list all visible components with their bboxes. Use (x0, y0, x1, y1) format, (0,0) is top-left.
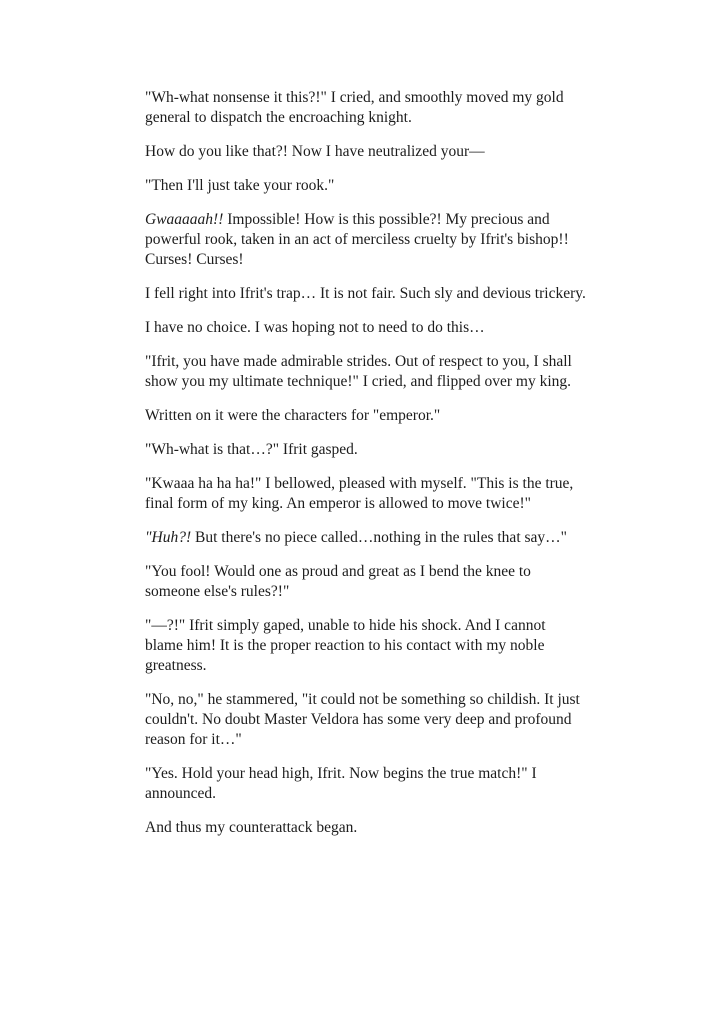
paragraph (145, 440, 587, 460)
paragraph (145, 764, 587, 804)
paragraph (145, 818, 587, 838)
text-segment: But there's no piece called…nothing in the rules that say…" (191, 529, 567, 546)
paragraph (145, 528, 587, 548)
text-segment: I fell right into Ifrit's trap… It is not fair. Such sly and devious trickery. (145, 285, 586, 302)
paragraph (145, 562, 587, 602)
italic-text-segment: "Huh?! (145, 529, 192, 546)
text-segment: How do you like that?! Now I have neutralized your— (145, 143, 485, 160)
text-segment: Written on it were the characters for "emperor." (145, 407, 441, 424)
text-segment: "You fool! Would one as proud and great as I bend the knee to someone else's rules?!" (145, 563, 531, 600)
paragraph (145, 210, 587, 270)
paragraph (145, 690, 587, 750)
paragraph (145, 176, 587, 196)
text-segment: "Wh-what is that…?" Ifrit gasped. (145, 441, 358, 458)
text-segment: "Kwaaa ha ha ha!" I bellowed, pleased with myself. "This is the true, final form of my king. An emperor is allowed to move twice!" (145, 475, 574, 512)
paragraph (145, 318, 587, 338)
paragraph (145, 474, 587, 514)
paragraph (145, 88, 587, 128)
text-segment: "—?!" Ifrit simply gaped, unable to hide his shock. And I cannot blame him! It is the proper reaction to his contact with my noble greatness. (145, 617, 546, 674)
text-segment: "No, no," he stammered, "it could not be something so childish. It just couldn't. No doubt Master Veldora has some very deep and profound reason for it…" (145, 691, 580, 748)
paragraph (145, 616, 587, 676)
paragraph (145, 142, 587, 162)
paragraph (145, 352, 587, 392)
paragraph (145, 406, 587, 426)
page-text (145, 88, 587, 852)
italic-text-segment: Gwaaaaah!! (145, 211, 224, 228)
text-segment: "Then I'll just take your rook." (145, 177, 335, 194)
text-segment: Impossible! How is this possible?! My precious and powerful rook, taken in an act of merciless cruelty by Ifrit's bishop!! Curses! Curses! (145, 211, 569, 268)
text-segment: "Wh-what nonsense it this?!" I cried, and smoothly moved my gold general to dispatch the encroaching knight. (145, 89, 564, 126)
text-segment: And thus my counterattack began. (145, 819, 358, 836)
text-segment: "Yes. Hold your head high, Ifrit. Now begins the true match!" I announced. (145, 765, 537, 802)
paragraph (145, 284, 587, 304)
text-segment: "Ifrit, you have made admirable strides. Out of respect to you, I shall show you my ultimate technique!" I cried, and flipped over my king. (145, 353, 572, 390)
text-segment: I have no choice. I was hoping not to need to do this… (145, 319, 485, 336)
